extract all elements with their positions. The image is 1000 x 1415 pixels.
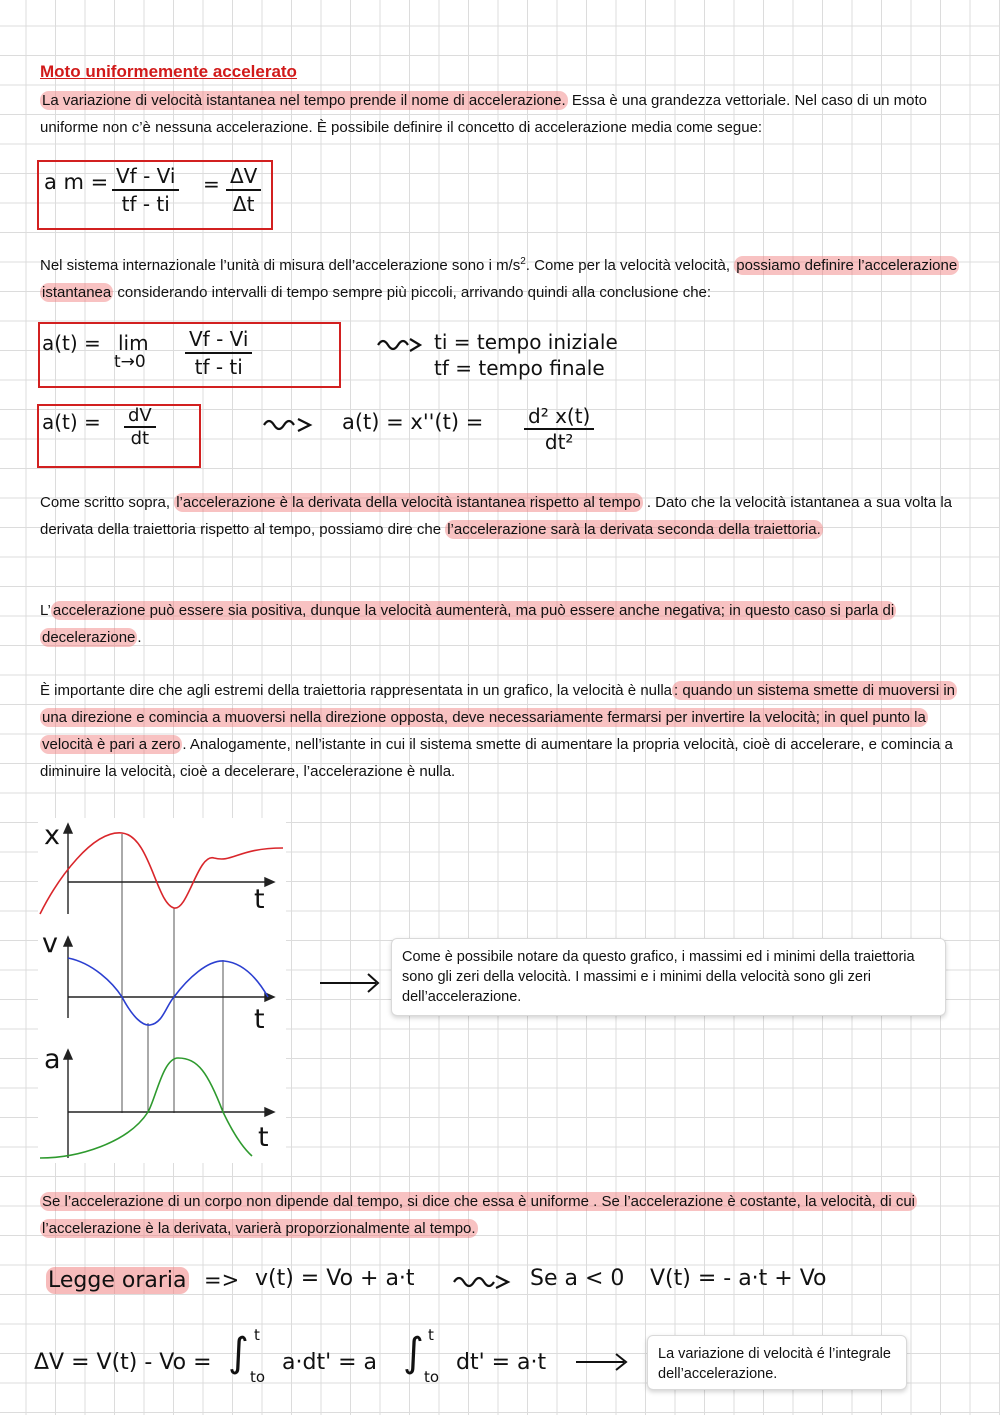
fraction-numerator: dV (124, 406, 156, 428)
highlight-text: : quando un sistema smette di muoversi in una direzione e comincia a muoversi nella direzione opposta, deve necessariamente fermarsi per invertire la velocità; in quel punto la velocità è pari a zero (42, 682, 955, 753)
motion-graph (38, 818, 286, 1163)
formula-limit-fraction (185, 326, 252, 380)
graph-label-t: t (254, 884, 265, 915)
integral-upper-limit: t (254, 1326, 260, 1344)
fraction-denominator: Δt (232, 192, 255, 216)
integral-sign: ∫ (403, 1330, 424, 1376)
squiggle-arrow-icon (452, 1272, 514, 1290)
formula-second-derivative-fraction (524, 404, 594, 454)
integral-upper-limit: t (428, 1326, 434, 1344)
integrand-text: a·dt' = a (282, 1350, 378, 1375)
formula-second-derivative: a(t) = x''(t) = (342, 410, 484, 434)
integral-sign: ∫ (228, 1330, 249, 1376)
paragraph-derivative (40, 489, 965, 543)
highlight-text: possiamo definire l’accelerazione istantanea (42, 257, 958, 301)
highlight-text: accelerazione può essere sia positiva, dunque la velocità aumenterà, ma può essere anche negativa; in questo caso si parla di decelerazione (42, 602, 895, 646)
paragraph-text: Essa è una grandezza vettoriale. Nel caso di un moto uniforme non c’è nessuna accelerazione. È possibile definire il concetto di accelerazione media come segue: (40, 92, 928, 136)
limit-subscript: t→0 (114, 352, 146, 372)
highlight-text: l’accelerazione è la derivata della velocità istantanea rispetto al tempo (176, 494, 641, 511)
limit-symbol: lim (118, 331, 149, 355)
condition-text: Se a < 0 (530, 1266, 625, 1291)
note-final-time: tf = tempo finale (434, 356, 605, 380)
fraction-denominator: dt (130, 428, 150, 449)
superscript: 2 (520, 256, 526, 267)
fraction-numerator: Vf - Vi (185, 326, 252, 354)
fraction-denominator: tf - ti (121, 192, 170, 216)
paragraph-text: È importante dire che agli estremi della traiettoria rappresentata in un grafico, la velocità è nulla (40, 682, 673, 699)
paragraph-text: . Analogamente, nell’istante in cui il sistema smette di aumentare la propria velocità, cioè di accelerare, e comincia a diminuire la velocità, cioè a decelerare, l’accelerazione è nulla. (40, 736, 953, 780)
paragraph-units (40, 248, 965, 306)
paragraph-extremes (40, 677, 965, 785)
squiggle-arrow-icon (262, 415, 316, 433)
highlight-text: Legge oraria (48, 1268, 187, 1293)
graph-label-a: a (44, 1044, 61, 1075)
arrow-right-icon (574, 1350, 630, 1374)
paragraph-text: . Come per la velocità velocità, (525, 257, 735, 274)
highlight-text: Se l’accelerazione di un corpo non dipende dal tempo, si dice che essa è uniforme . Se l’accelerazione è costante, la velocità, di cui l’accelerazione è la derivata, varierà proporzionalmente al tempo. (42, 1193, 916, 1237)
graph-label-v: v (42, 928, 58, 959)
equals-sign: = (203, 172, 220, 196)
note-callout-integral: La variazione di velocità é l’integrale dell’accelerazione. (647, 1335, 907, 1390)
squiggle-arrow-icon (376, 335, 426, 353)
graph-label-t: t (254, 1004, 265, 1035)
negative-acceleration-formula: V(t) = - a·t + Vo (650, 1266, 827, 1291)
fraction-denominator: tf - ti (194, 355, 243, 379)
formula-limit-lhs: a(t) = (42, 331, 101, 355)
paragraph-text: L’ (40, 602, 51, 619)
fraction-numerator: d² x(t) (524, 404, 594, 430)
paragraph-text: Nel sistema internazionale l’unità di misura dell’accelerazione sono i m/s (40, 257, 521, 274)
paragraph-text: Come scritto sopra, (40, 494, 175, 511)
graph-background (38, 818, 286, 1163)
implies-arrow: => (204, 1268, 240, 1292)
graph-label-t: t (258, 1122, 269, 1153)
page-title: Moto uniformemente accelerato (40, 62, 297, 81)
paragraph-text: . (137, 629, 142, 646)
fraction-denominator: dt² (544, 430, 574, 454)
fraction-numerator: Vf - Vi (112, 163, 179, 191)
paragraph-text: . Dato che la velocità istantanea a sua volta la derivata della traiettoria rispetto al tempo, possiamo dire che (40, 494, 953, 538)
highlight-text: La variazione di velocità istantanea nel tempo prende il nome di accelerazione. (42, 92, 566, 109)
paragraph-sign (40, 597, 965, 651)
velocity-law-formula: v(t) = Vo + a·t (255, 1266, 415, 1291)
delta-v-formula: ΔV = V(t) - Vo = (34, 1350, 212, 1375)
integral-lower-limit: to (424, 1368, 440, 1386)
graph-label-x: x (44, 820, 60, 851)
paragraph-uniform (40, 1188, 965, 1242)
formula-delta-fraction (226, 163, 261, 217)
paragraph-intro (40, 87, 965, 141)
integral-result: dt' = a·t (456, 1350, 547, 1375)
formula-average-fraction (112, 163, 179, 217)
arrow-right-icon (318, 970, 382, 996)
integral-lower-limit: to (250, 1368, 266, 1386)
fraction-numerator: ΔV (226, 163, 261, 191)
formula-average-lhs: a m = (44, 170, 109, 194)
formula-derivative-lhs: a(t) = (42, 410, 101, 434)
paragraph-text: considerando intervalli di tempo sempre più piccoli, arrivando quindi alla conclusione che: (113, 284, 712, 301)
highlight-text: l’accelerazione sarà la derivata seconda della traiettoria. (447, 521, 821, 538)
law-label (46, 1268, 189, 1293)
formula-derivative-fraction (124, 406, 156, 450)
note-callout-graph: Come è possibile notare da questo grafico, i massimi ed i minimi della traiettoria sono gli zeri della velocità. I massimi e i minimi della velocità sono gli zeri dell’accelerazione. (391, 938, 946, 1016)
note-initial-time: ti = tempo iniziale (434, 330, 618, 354)
